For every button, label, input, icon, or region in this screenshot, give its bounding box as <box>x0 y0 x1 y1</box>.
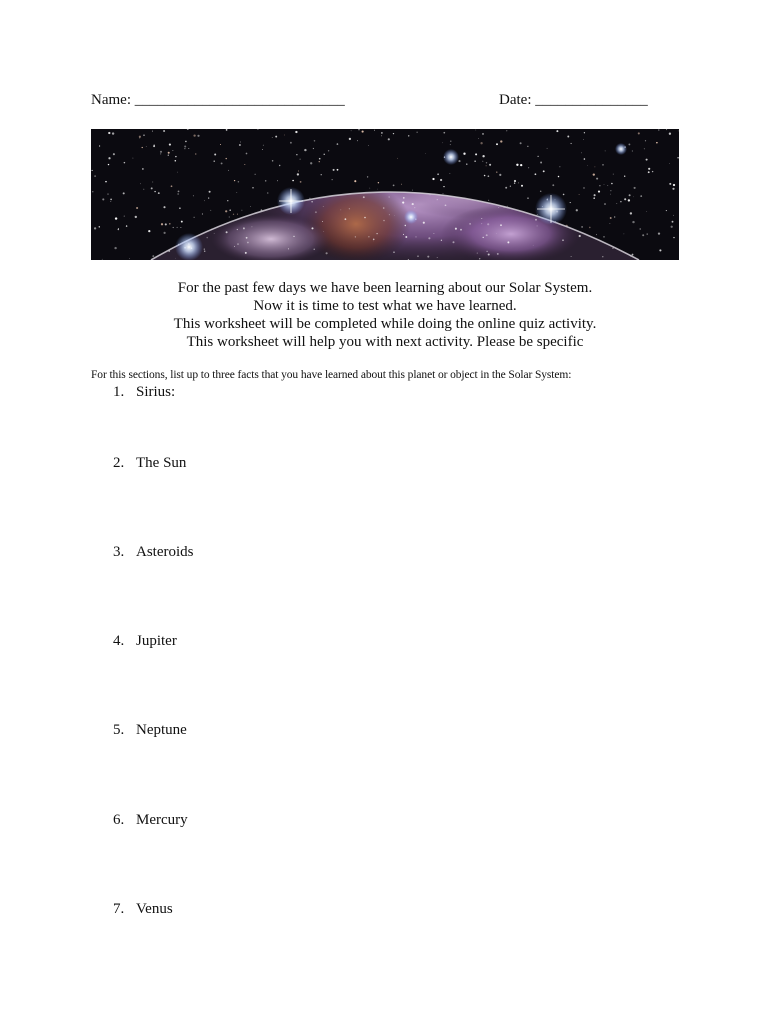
intro-paragraph <box>91 279 679 351</box>
question-label: Jupiter <box>136 633 177 649</box>
question-label: Neptune <box>136 722 187 738</box>
question-number: 6. <box>113 812 125 828</box>
question-number: 4. <box>113 633 125 649</box>
question-item <box>113 455 186 472</box>
question-number: 7. <box>113 901 125 917</box>
question-item <box>113 384 175 401</box>
question-label: Asteroids <box>136 544 194 560</box>
intro-line-3: This worksheet will be completed while doing the online quiz activity. <box>173 316 597 332</box>
question-item <box>113 901 173 918</box>
intro-line-4: This worksheet will help you with next activity. Please be specific <box>186 334 584 350</box>
intro-line-2: Now it is time to test what we have learned. <box>253 298 517 314</box>
space-banner-image <box>91 129 679 260</box>
question-label: Sirius: <box>136 384 176 400</box>
name-field-line[interactable]: Name: ____________________________ <box>91 92 345 108</box>
question-item <box>113 812 188 829</box>
date-field-line[interactable]: Date: _______________ <box>499 92 648 108</box>
intro-line-1: For the past few days we have been learning about our Solar System. <box>177 280 593 296</box>
question-label: Venus <box>136 901 173 917</box>
question-label: The Sun <box>136 455 187 471</box>
question-number: 3. <box>113 544 125 560</box>
question-item <box>113 544 194 561</box>
question-number: 1. <box>113 384 125 400</box>
question-number: 5. <box>113 722 125 738</box>
instructions-text: For this sections, list up to three facts that you have learned about this planet or object in the Solar System: <box>91 369 572 381</box>
question-item <box>113 722 187 739</box>
question-label: Mercury <box>136 812 188 828</box>
question-item <box>113 633 177 650</box>
question-number: 2. <box>113 455 125 471</box>
